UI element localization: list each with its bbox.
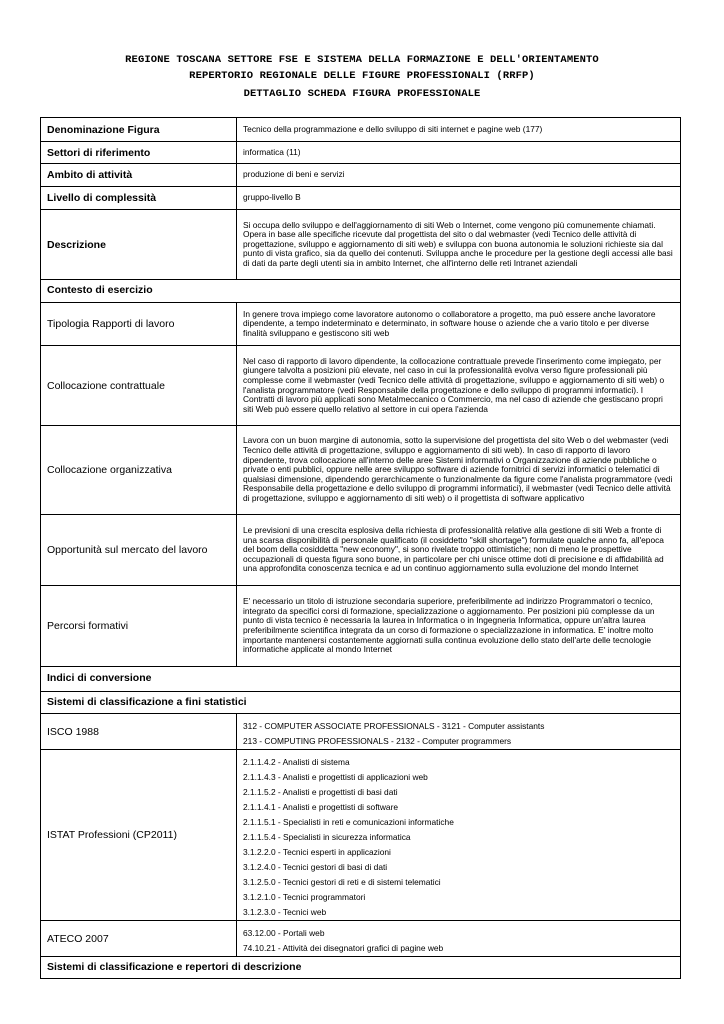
- label-livello: Livello di complessità: [41, 187, 237, 210]
- value-ambito: produzione di beni e servizi: [237, 164, 681, 187]
- row-istat: [41, 750, 681, 921]
- row-descrizione: [41, 210, 681, 280]
- list-item: 213 - COMPUTING PROFESSIONALS - 2132 - Computer programmers: [243, 736, 512, 746]
- section-sistemi-descrizione: Sistemi di classificazione e repertori di descrizione: [41, 957, 681, 979]
- row-denominazione: [41, 118, 681, 142]
- section-indici: Indici di conversione: [41, 667, 681, 692]
- value-istat: [237, 750, 681, 921]
- row-collocazione-organizzativa: [41, 426, 681, 515]
- row-indici: [41, 667, 681, 692]
- list-item: 3.1.2.2.0 - Tecnici esperti in applicazioni: [243, 847, 391, 857]
- label-ambito: Ambito di attività: [41, 164, 237, 187]
- header-line-1: REGIONE TOSCANA SETTORE FSE E SISTEMA DELLA FORMAZIONE E DELL'ORIENTAMENTO: [125, 54, 599, 66]
- list-item: 2.1.1.5.2 - Analisti e progettisti di basi dati: [243, 787, 398, 797]
- list-item: 74.10.21 - Attività dei disegnatori grafici di pagine web: [243, 943, 444, 953]
- list-item: 3.1.2.5.0 - Tecnici gestori di reti e di sistemi telematici: [243, 877, 441, 887]
- row-opportunita: [41, 515, 681, 586]
- label-settori: Settori di riferimento: [41, 142, 237, 164]
- list-item: 2.1.1.4.1 - Analisti e progettisti di software: [243, 802, 399, 812]
- value-denominazione: Tecnico della programmazione e dello sviluppo di siti internet e pagine web (177): [237, 118, 681, 142]
- list-item: 3.1.2.4.0 - Tecnici gestori di basi di dati: [243, 862, 388, 872]
- value-livello: gruppo-livello B: [237, 187, 681, 210]
- label-opportunita: Opportunità sul mercato del lavoro: [41, 515, 237, 586]
- header-line-2: REPERTORIO REGIONALE DELLE FIGURE PROFESSIONALI (RRFP): [189, 70, 535, 82]
- list-item: 2.1.1.4.2 - Analisti di sistema: [243, 757, 350, 767]
- list-item: 3.1.2.1.0 - Tecnici programmatori: [243, 892, 366, 902]
- label-ateco: ATECO 2007: [41, 921, 237, 957]
- figure-detail-table: [40, 117, 681, 979]
- label-tipologia: Tipologia Rapporti di lavoro: [41, 303, 237, 346]
- label-percorsi: Percorsi formativi: [41, 586, 237, 667]
- label-denominazione: Denominazione Figura: [41, 118, 237, 142]
- row-contesto: [41, 280, 681, 303]
- list-item: 3.1.2.3.0 - Tecnici web: [243, 907, 327, 917]
- value-settori: informatica (11): [237, 142, 681, 164]
- value-collocazione-contrattuale: Nel caso di rapporto di lavoro dipendente, la collocazione contrattuale prevede l'inserimento come impiegato, per giungere talvolta a posizioni più elevate, nel caso in cui la professionalità evolva verso figure professionali più complesse come il webmaster (vedi Tecnico delle attività di progettazione, sviluppo e aggiornamento di siti web) o l'analista programmatore (vedi Responsabile della progettazione e dello sviluppo di programmi informatici). I Contratti di lavoro più applicati sono Metalmeccanico o Commercio, ma nel caso di aziende che gestiscano propri siti Web può essere quello relativo al settore in cui opera l'azienda: [237, 346, 681, 426]
- value-descrizione: Si occupa dello sviluppo e dell'aggiornamento di siti Web o Internet, come vengono più comunemente chiamati. Opera in base alle specifiche ricevute dal progettista del sito o dal webmaster (vedi Tecnico delle attività di progettazione, sviluppo e aggiornamento di siti web) e sviluppa con buona autonomia le soluzioni richieste sia dal punto di vista grafico, sia da quello dei contenuti. Sviluppa anche le procedure per la gestione degli accessi alle basi di dati da parte degli utenti sia in ambito Internet, che all'interno delle reti Intranet aziendali: [237, 210, 681, 280]
- label-collocazione-organizzativa: Collocazione organizzativa: [41, 426, 237, 515]
- row-sistemi-descrizione: [41, 957, 681, 979]
- list-item: 63.12.00 - Portali web: [243, 928, 325, 938]
- value-tipologia: In genere trova impiego come lavoratore autonomo o collaboratore a progetto, ma può essere anche lavoratore dipendente, a tempo indeterminato e determinato, in software house o aziende che a vario titolo e per diverse finalità sviluppano e gestiscono siti web: [237, 303, 681, 346]
- row-ambito: [41, 164, 681, 187]
- section-contesto: Contesto di esercizio: [41, 280, 681, 303]
- list-item: 2.1.1.5.1 - Specialisti in reti e comunicazioni informatiche: [243, 817, 454, 827]
- section-sistemi-statistici: Sistemi di classificazione a fini statistici: [41, 692, 681, 714]
- row-percorsi: [41, 586, 681, 667]
- list-item: 2.1.1.5.4 - Specialisti in sicurezza informatica: [243, 832, 411, 842]
- label-isco: ISCO 1988: [41, 714, 237, 750]
- value-opportunita: Le previsioni di una crescita esplosiva della richiesta di professionalità relative alla gestione di siti Web a fronte di una scarsa disponibilità di personale qualificato (il cosiddetto "skill shortage") formulate qualche anno fa, all'epoca del boom della cosiddetta "new economy", si sono rivelate troppo ottimistiche; non di meno le prospettive occupazionali di questa figura sono buone, in particolare per chi unisce ottime doti di precisione e di affidabilità ad una approfondita conoscenza tecnica e ad un continuo aggiornamento sulla evoluzione del mondo Internet: [237, 515, 681, 586]
- row-collocazione-contrattuale: [41, 346, 681, 426]
- row-sistemi-statistici: [41, 692, 681, 714]
- header-line-3: DETTAGLIO SCHEDA FIGURA PROFESSIONALE: [243, 88, 481, 100]
- row-settori: [41, 142, 681, 164]
- list-item: 312 - COMPUTER ASSOCIATE PROFESSIONALS - 3121 - Computer assistants: [243, 721, 545, 731]
- list-item: 2.1.1.4.3 - Analisti e progettisti di applicazioni web: [243, 772, 428, 782]
- value-percorsi: E' necessario un titolo di istruzione secondaria superiore, preferibilmente ad indirizzo Programmatori o tecnico, integrato da specifici corsi di formazione, specializzazione o aggiornamento. Per posizioni più complesse da un punto di vista tecnico è necessaria la laurea in Informatica o in Ingegneria Informatica, oppure un'altra laurea preferibilmente scientifica integrata da un corso di formazione o specializzazione in informatica. E' inoltre molto importante mantenersi costantemente aggiornati sulla continua evoluzione dello stato dell'arte delle tecnologie informatiche applicate al mondo Internet: [237, 586, 681, 667]
- row-tipologia: [41, 303, 681, 346]
- value-isco: [237, 714, 681, 750]
- value-ateco: [237, 921, 681, 957]
- value-collocazione-organizzativa: Lavora con un buon margine di autonomia, sotto la supervisione del progettista del sito Web o del webmaster (vedi Tecnico delle attività di progettazione, sviluppo e aggiornamento di siti web). In caso di rapporto di lavoro dipendente, trova collocazione all'interno delle aree Sistemi informativi o Organizzazione di aziende pubbliche o private o enti pubblici, oppure nelle aree sviluppo software di aziende fornitrici di servizi informatici o telematici di qualsiasi dimensione, dipendendo gerarchicamente o funzionalmente da figure come l'analista programmatore (vedi Responsabile della progettazione e dello sviluppo di programmi informatici), il webmaster (vedi Tecnico delle attività di progettazione, sviluppo e aggiornamento di siti web) o il progettista di software applicativo: [237, 426, 681, 515]
- label-collocazione-contrattuale: Collocazione contrattuale: [41, 346, 237, 426]
- row-ateco: [41, 921, 681, 957]
- row-isco: [41, 714, 681, 750]
- label-istat: ISTAT Professioni (CP2011): [41, 750, 237, 921]
- label-descrizione: Descrizione: [41, 210, 237, 280]
- row-livello: [41, 187, 681, 210]
